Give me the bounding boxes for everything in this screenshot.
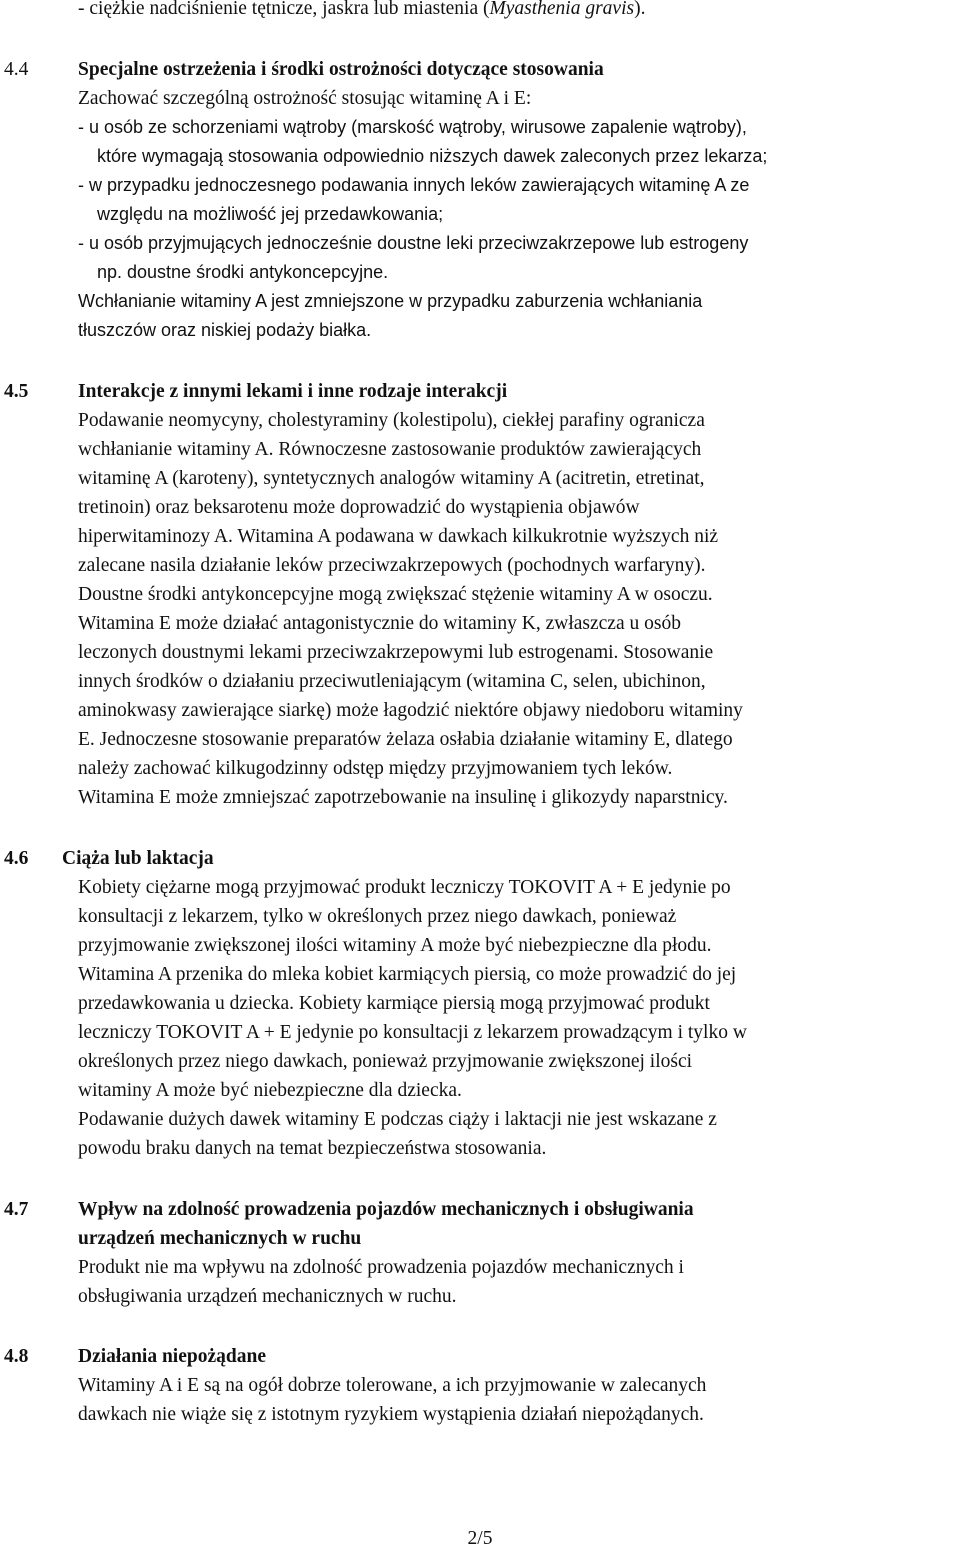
- continuation-line: [78, 0, 645, 23]
- paragraph-line: zalecane nasila działanie leków przeciwzakrzepowych (pochodnych warfaryny).: [78, 555, 706, 576]
- paragraph-line: Wchłanianie witaminy A jest zmniejszone w przypadku zaburzenia wchłaniania: [78, 291, 703, 311]
- list-item: - u osób ze schorzeniami wątroby (marskość wątroby, wirusowe zapalenie wątroby),: [78, 117, 747, 137]
- paragraph-line: Doustne środki antykoncepcyjne mogą zwiększać stężenie witaminy A w osoczu.: [78, 584, 713, 605]
- continuation-text: - ciężkie nadciśnienie tętnicze, jaskra lub miastenia (: [78, 0, 490, 19]
- latin-term: Myasthenia gravis: [489, 0, 635, 19]
- section-title-4-7: Wpływ na zdolność prowadzenia pojazdów mechanicznych i obsługiwania: [78, 1199, 694, 1220]
- paragraph-line: określonych przez niego dawkach, ponieważ przyjmowanie zwiększonej ilości: [78, 1051, 693, 1072]
- paragraph-line: powodu braku danych na temat bezpieczeństwa stosowania.: [78, 1138, 547, 1159]
- paragraph-line: dawkach nie wiąże się z istotnym ryzykiem wystąpienia działań niepożądanych.: [78, 1404, 704, 1425]
- section-title-4-4: Specjalne ostrzeżenia i środki ostrożności dotyczące stosowania: [78, 59, 604, 80]
- page-number: 2/5: [467, 1528, 493, 1549]
- continuation-suffix: ).: [634, 0, 646, 19]
- paragraph-line: Podawanie neomycyny, cholestyraminy (kolestipolu), ciekłej parafiny ogranicza: [78, 410, 705, 431]
- paragraph-line: Produkt nie ma wpływu na zdolność prowadzenia pojazdów mechanicznych i: [78, 1257, 684, 1278]
- paragraph-line: konsultacji z lekarzem, tylko w określonych przez niego dawkach, ponieważ: [78, 906, 677, 927]
- paragraph-line: Kobiety ciężarne mogą przyjmować produkt leczniczy TOKOVIT A + E jedynie po: [78, 877, 731, 898]
- section-number-4-8: 4.8: [4, 1346, 29, 1367]
- section-number-4-4: 4.4: [4, 59, 29, 80]
- paragraph-line: hiperwitaminozy A. Witamina A podawana w dawkach kilkukrotnie wyższych niż: [78, 526, 719, 547]
- paragraph-line: tretinoin) oraz beksarotenu może doprowadzić do wystąpienia objawów: [78, 497, 640, 518]
- section-number-4-5: 4.5: [4, 381, 29, 402]
- paragraph-line: Witamina E może zmniejszać zapotrzebowanie na insulinę i glikozydy naparstnicy.: [78, 787, 728, 808]
- list-item-continuation: np. doustne środki antykoncepcyjne.: [97, 262, 389, 282]
- paragraph-line: obsługiwania urządzeń mechanicznych w ruchu.: [78, 1286, 457, 1307]
- paragraph-line: witaminę A (karoteny), syntetycznych analogów witaminy A (acitretin, etretinat,: [78, 468, 705, 489]
- paragraph-line: należy zachować kilkugodzinny odstęp między przyjmowaniem tych leków.: [78, 758, 673, 779]
- paragraph-line: E. Jednoczesne stosowanie preparatów żelaza osłabia działanie witaminy E, dlatego: [78, 729, 733, 750]
- paragraph-line: innych środków o działaniu przeciwutleniającym (witamina C, selen, ubichinon,: [78, 671, 706, 692]
- section-title-4-8: Działania niepożądane: [78, 1346, 266, 1367]
- paragraph-line: przedawkowania u dziecka. Kobiety karmiące piersią mogą przyjmować produkt: [78, 993, 710, 1014]
- paragraph-line: leczonych doustnymi lekami przeciwzakrzepowymi lub estrogenami. Stosowanie: [78, 642, 714, 663]
- list-item: - w przypadku jednoczesnego podawania innych leków zawierających witaminę A ze: [78, 175, 750, 195]
- paragraph-line: Witamina A przenika do mleka kobiet karmiących piersią, co może prowadzić do jej: [78, 964, 737, 985]
- paragraph-line: Zachować szczególną ostrożność stosując witaminę A i E:: [78, 88, 532, 109]
- list-item: - u osób przyjmujących jednocześnie doustne leki przeciwzakrzepowe lub estrogeny: [78, 233, 749, 253]
- paragraph-line: Witaminy A i E są na ogół dobrze tolerowane, a ich przyjmowanie w zalecanych: [78, 1375, 707, 1396]
- paragraph-line: leczniczy TOKOVIT A + E jedynie po konsultacji z lekarzem prowadzącym i tylko w: [78, 1022, 747, 1043]
- section-title-4-7-continuation: urządzeń mechanicznych w ruchu: [78, 1228, 362, 1249]
- paragraph-line: wchłanianie witaminy A. Równoczesne zastosowanie produktów zawierających: [78, 439, 702, 460]
- section-title-4-6: Ciąża lub laktacja: [62, 848, 214, 869]
- paragraph-line: aminokwasy zawierające siarkę) może łagodzić niektóre objawy niedoboru witaminy: [78, 700, 743, 721]
- paragraph-line: tłuszczów oraz niskiej podaży białka.: [78, 320, 372, 340]
- paragraph-line: Podawanie dużych dawek witaminy E podczas ciąży i laktacji nie jest wskazane z: [78, 1109, 717, 1130]
- section-number-4-7: 4.7: [4, 1199, 29, 1220]
- paragraph-line: Witamina E może działać antagonistycznie do witaminy K, zwłaszcza u osób: [78, 613, 681, 634]
- section-title-4-5: Interakcje z innymi lekami i inne rodzaje interakcji: [78, 381, 508, 402]
- paragraph-line: witaminy A może być niebezpieczne dla dziecka.: [78, 1080, 462, 1101]
- list-item-continuation: które wymagają stosowania odpowiednio niższych dawek zaleconych przez lekarza;: [97, 146, 768, 166]
- paragraph-line: przyjmowanie zwiększonej ilości witaminy A może być niebezpieczne dla płodu.: [78, 935, 712, 956]
- section-number-4-6: 4.6: [4, 848, 29, 869]
- list-item-continuation: względu na możliwość jej przedawkowania;: [97, 204, 444, 224]
